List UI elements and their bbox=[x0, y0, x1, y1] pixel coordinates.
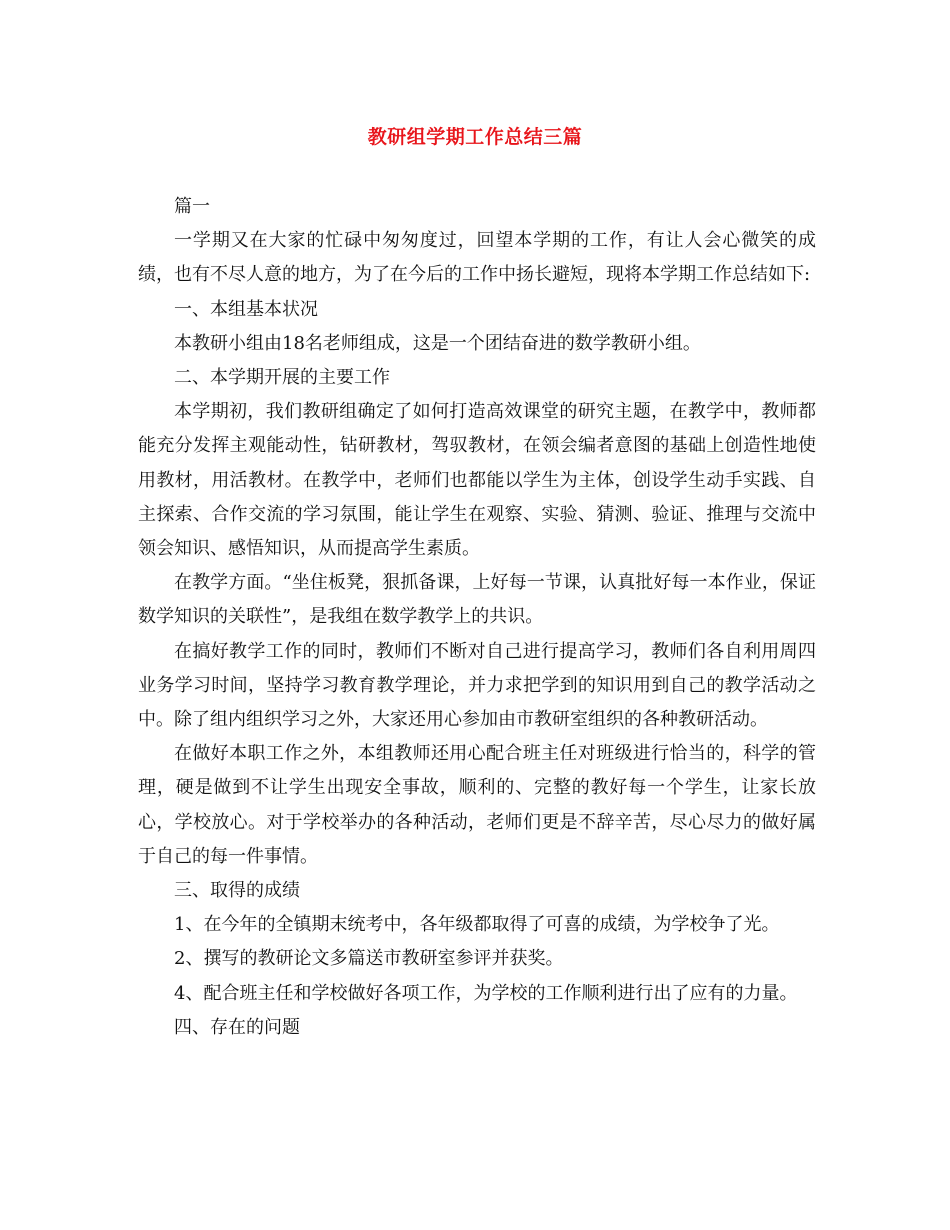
achievement-item-2: 2、撰写的教研论文多篇送市教研室参评并获奖。 bbox=[174, 948, 564, 970]
main-work-paragraph-2: 在教学方面。“坐住板凳，狠抓备课，上好每一节课，认真批好每一本作业，保证数学知识的关联性”，是我组在数学教学上的共识。 bbox=[138, 572, 816, 628]
section-heading-main-work: 二、本学期开展的主要工作 bbox=[174, 367, 390, 389]
achievement-item-4: 4、配合班主任和学校做好各项工作，为学校的工作顺利进行出了应有的力量。 bbox=[174, 982, 798, 1004]
document-title: 教研组学期工作总结三篇 bbox=[367, 126, 583, 148]
section-heading-basic-status: 一、本组基本状况 bbox=[174, 298, 318, 320]
main-work-paragraph-1: 本学期初，我们教研组确定了如何打造高效课堂的研究主题，在教学中，教师都能充分发挥主观能动性，钻研教材，驾驭教材，在领会编者意图的基础上创造性地使用教材，用活教材。在教学中，老师们也都能以学生为主体，创设学生动手实践、自主探索、合作交流的学习氛围，能让学生在观察、实验、猜测、验证、推理与交流中领会知识、感悟知识，从而提高学生素质。 bbox=[138, 401, 816, 560]
intro-paragraph: 一学期又在大家的忙碌中匆匆度过，回望本学期的工作，有让人会心微笑的成绩，也有不尽人意的地方，为了在今后的工作中扬长避短，现将本学期工作总结如下: bbox=[138, 230, 816, 286]
main-work-paragraph-3: 在搞好教学工作的同时，教师们不断对自己进行提高学习，教师们各自利用周四业务学习时间，坚持学习教育教学理论，并力求把学到的知识用到自己的教学活动之中。除了组内组织学习之外，大家还用心参加由市教研室组织的各种教研活动。 bbox=[138, 640, 816, 731]
achievement-item-1: 1、在今年的全镇期末统考中，各年级都取得了可喜的成绩，为学校争了光。 bbox=[174, 914, 780, 936]
section-heading-part-one: 篇一 bbox=[174, 196, 210, 217]
section-heading-achievements: 三、取得的成绩 bbox=[174, 880, 300, 902]
basic-status-paragraph: 本教研小组由18名老师组成，这是一个团结奋进的数学教研小组。 bbox=[174, 332, 701, 354]
main-work-paragraph-4: 在做好本职工作之外，本组教师还用心配合班主任对班级进行恰当的，科学的管理，硬是做到不让学生出现安全事故，顺利的、完整的教好每一个学生，让家长放心，学校放心。对于学校举办的各种活动，老师们更是不辞辛苦，尽心尽力的做好属于自己的每一件事情。 bbox=[138, 743, 816, 867]
section-heading-problems: 四、存在的问题 bbox=[174, 1016, 300, 1038]
document-body bbox=[138, 190, 816, 1045]
